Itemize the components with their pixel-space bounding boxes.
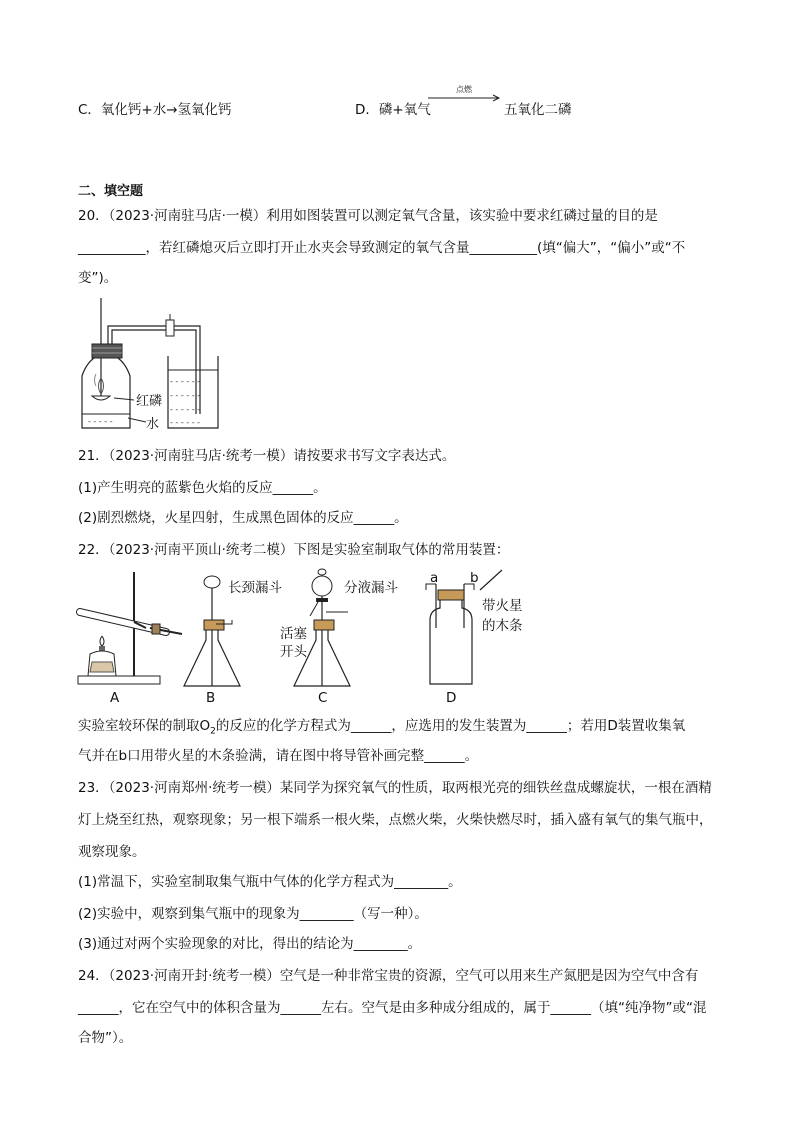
gas-apparatus-figure bbox=[74, 568, 544, 710]
label-water: 水 bbox=[146, 417, 160, 432]
q22-line2-sub: 2 bbox=[210, 726, 216, 737]
q22-line2-a: 实验室较环保的制取O bbox=[78, 718, 211, 734]
label-c: C bbox=[318, 690, 328, 706]
option-d-prefix: D．磷+氧气 bbox=[355, 102, 431, 118]
label-splint-2: 的木条 bbox=[482, 618, 523, 634]
q22-line1: 22．（2023·河南平顶山·统考二模）下图是实验室制取气体的常用装置： bbox=[78, 542, 510, 558]
label-splint-1: 带火星 bbox=[482, 598, 523, 614]
q21-line2: (1)产生明亮的蓝紫色火焰的反应______。 bbox=[78, 480, 327, 496]
q23-line4: (1)常温下，实验室制取集气瓶中气体的化学方程式为________。 bbox=[78, 874, 462, 890]
label-red-phosphorus: 红磷 bbox=[136, 394, 163, 409]
q23-line6: (3)通过对两个实验现象的对比，得出的结论为________。 bbox=[78, 936, 422, 952]
section-title: 二、填空题 bbox=[78, 184, 144, 199]
label-a: A bbox=[110, 690, 120, 706]
q24-line1: 24．（2023·河南开封·统考一模）空气是一种非常宝贵的资源，空气可以用来生产氮肥是因为空气中含有 bbox=[78, 968, 699, 984]
label-d: D bbox=[446, 690, 457, 706]
option-d-suffix: 五氧化二磷 bbox=[504, 102, 572, 118]
label-port-b: b bbox=[470, 570, 479, 586]
reaction-condition: 点燃 bbox=[456, 85, 472, 94]
svg-text:- - - - - -: - - - - - - bbox=[170, 405, 201, 414]
q24-line3: 合物”）。 bbox=[78, 1030, 133, 1046]
q20-line2: __________，若红磷熄灭后立即打开止水夹会导致测定的氧气含量__________(填“偏大”，“偏小”或“不 bbox=[78, 240, 686, 256]
q23-line5: (2)实验中，观察到集气瓶中的现象为________（写一种）。 bbox=[78, 906, 428, 922]
svg-text:- - - - - -: - - - - - - bbox=[170, 377, 201, 386]
q20-line1: 20．（2023·河南驻马店·一模）利用如图装置可以测定氧气含量，该实验中要求红磷过量的目的是 bbox=[78, 208, 658, 224]
q21-line3: (2)剧烈燃烧，火星四射，生成黑色固体的反应______。 bbox=[78, 510, 408, 526]
label-b: B bbox=[206, 690, 216, 706]
svg-text:- - - - - -: - - - - - - bbox=[170, 391, 201, 400]
q22-line3: 气并在b口用带火星的木条验满，请在图中将导管补画完整______。 bbox=[78, 748, 479, 764]
q22-line2-b: 的反应的化学方程式为______，应选用的发生装置为______；若用D装置收集氧 bbox=[215, 718, 686, 734]
q21-line1: 21．（2023·河南驻马店·统考一模）请按要求书写文字表达式。 bbox=[78, 448, 456, 464]
label-separatory-funnel: 分液漏斗 bbox=[344, 580, 398, 596]
label-long-neck-funnel: 长颈漏斗 bbox=[228, 580, 282, 596]
svg-text:- - - - -: - - - - - bbox=[88, 417, 113, 426]
option-c: C．氧化钙+水→氢氧化钙 bbox=[78, 102, 232, 118]
svg-text:- - - - - -: - - - - - - bbox=[170, 418, 201, 427]
q22-line2 bbox=[78, 716, 685, 742]
label-valve-1: 活塞 bbox=[280, 626, 307, 642]
q23-line3: 观察现象。 bbox=[78, 844, 146, 860]
oxygen-content-apparatus bbox=[78, 296, 238, 432]
q23-line2: 灯上烧至红热，观察现象；另一根下端系一根火柴，点燃火柴，火柴快燃尽时，插入盛有氧气的集气瓶中， bbox=[78, 812, 713, 828]
q20-line3: 变”)。 bbox=[78, 270, 118, 286]
reaction-arrow bbox=[428, 86, 502, 106]
q23-line1: 23．（2023·河南郑州·统考一模）某同学为探究氧气的性质，取两根光亮的细铁丝盘成螺旋状，一根在酒精 bbox=[78, 780, 712, 796]
label-valve-2: 开头 bbox=[280, 644, 307, 660]
label-port-a: a bbox=[430, 570, 439, 586]
q24-line2: ______，它在空气中的体积含量为______左右。空气是由多种成分组成的，属于______（填“纯净物”或“混 bbox=[78, 1000, 707, 1016]
